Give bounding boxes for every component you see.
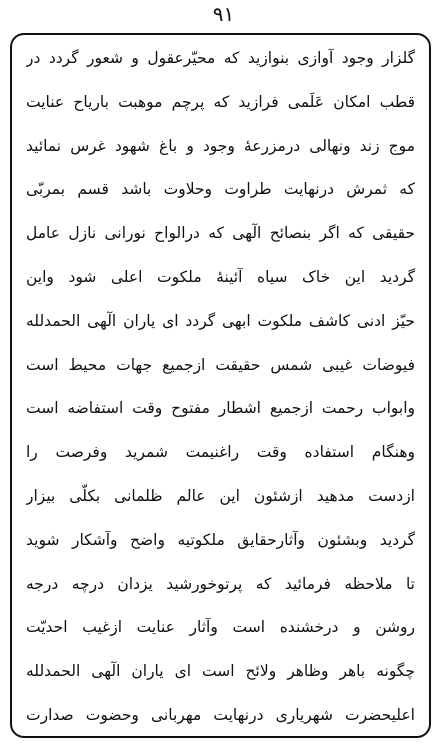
text-line: گردید وبشئون وآثارحقایق ملکوتیه واضح وآشکار شوید: [26, 530, 415, 549]
text-line: موج زند ونهالی درمزرعهٔ وجود و باغ شهود غرس نمائید: [26, 136, 415, 155]
text-line: وهنگام استفاده وقت راغنیمت شمرید وفرصت را: [26, 443, 415, 462]
text-line: روشن و درخشنده است وآثار عنایت ازغیب احدیّت: [26, 618, 415, 637]
text-line: وابواب رحمت ازجمیع اشطار مفتوح وقت استفاضه است: [26, 399, 415, 418]
text-line: فیوضات غیبی شمس حقیقت ازجمیع جهات محیط است: [26, 355, 415, 374]
text-line: گردید این خاک سیاه آئینهٔ ملکوت اعلی شود واین: [26, 267, 415, 286]
text-frame: [10, 33, 431, 738]
page-number: ۹۱: [212, 2, 235, 26]
text-line: حیّز ادنی کاشف ملکوت ابهی گردد ای یاران الٓهی الحمدلله: [26, 311, 415, 330]
text-line: تا ملاحظه فرمائید که پرتوخورشید یزدان درچه درجه: [26, 574, 415, 593]
text-line: گلزار وجود آوازی بنوازید که محیّرعقول و شعور گردد در: [26, 49, 415, 67]
text-line: که ثمرش درنهایت طراوت وحلاوت باشد قسم بمربّی: [26, 180, 415, 199]
text-body: [26, 43, 415, 730]
text-line: اعلیحضرت شهریاری درنهایت مهربانی وحضوت صدارت: [26, 705, 415, 724]
text-line: ازدست مدهید ازشئون این عالم ظلمانی بکلّی بیزار: [26, 486, 415, 505]
text-line: چگونه باهر وظاهر ولائح است ای یاران الٓهی الحمدلله: [26, 662, 415, 681]
text-line: قطب امکان عَلَمی فرازید که پرچم موهبت باریاح عنایت: [26, 92, 415, 111]
text-line: حقیقی که اگر بنصائح الٓهی که درالواح نورانی نازل عامل: [26, 224, 415, 243]
